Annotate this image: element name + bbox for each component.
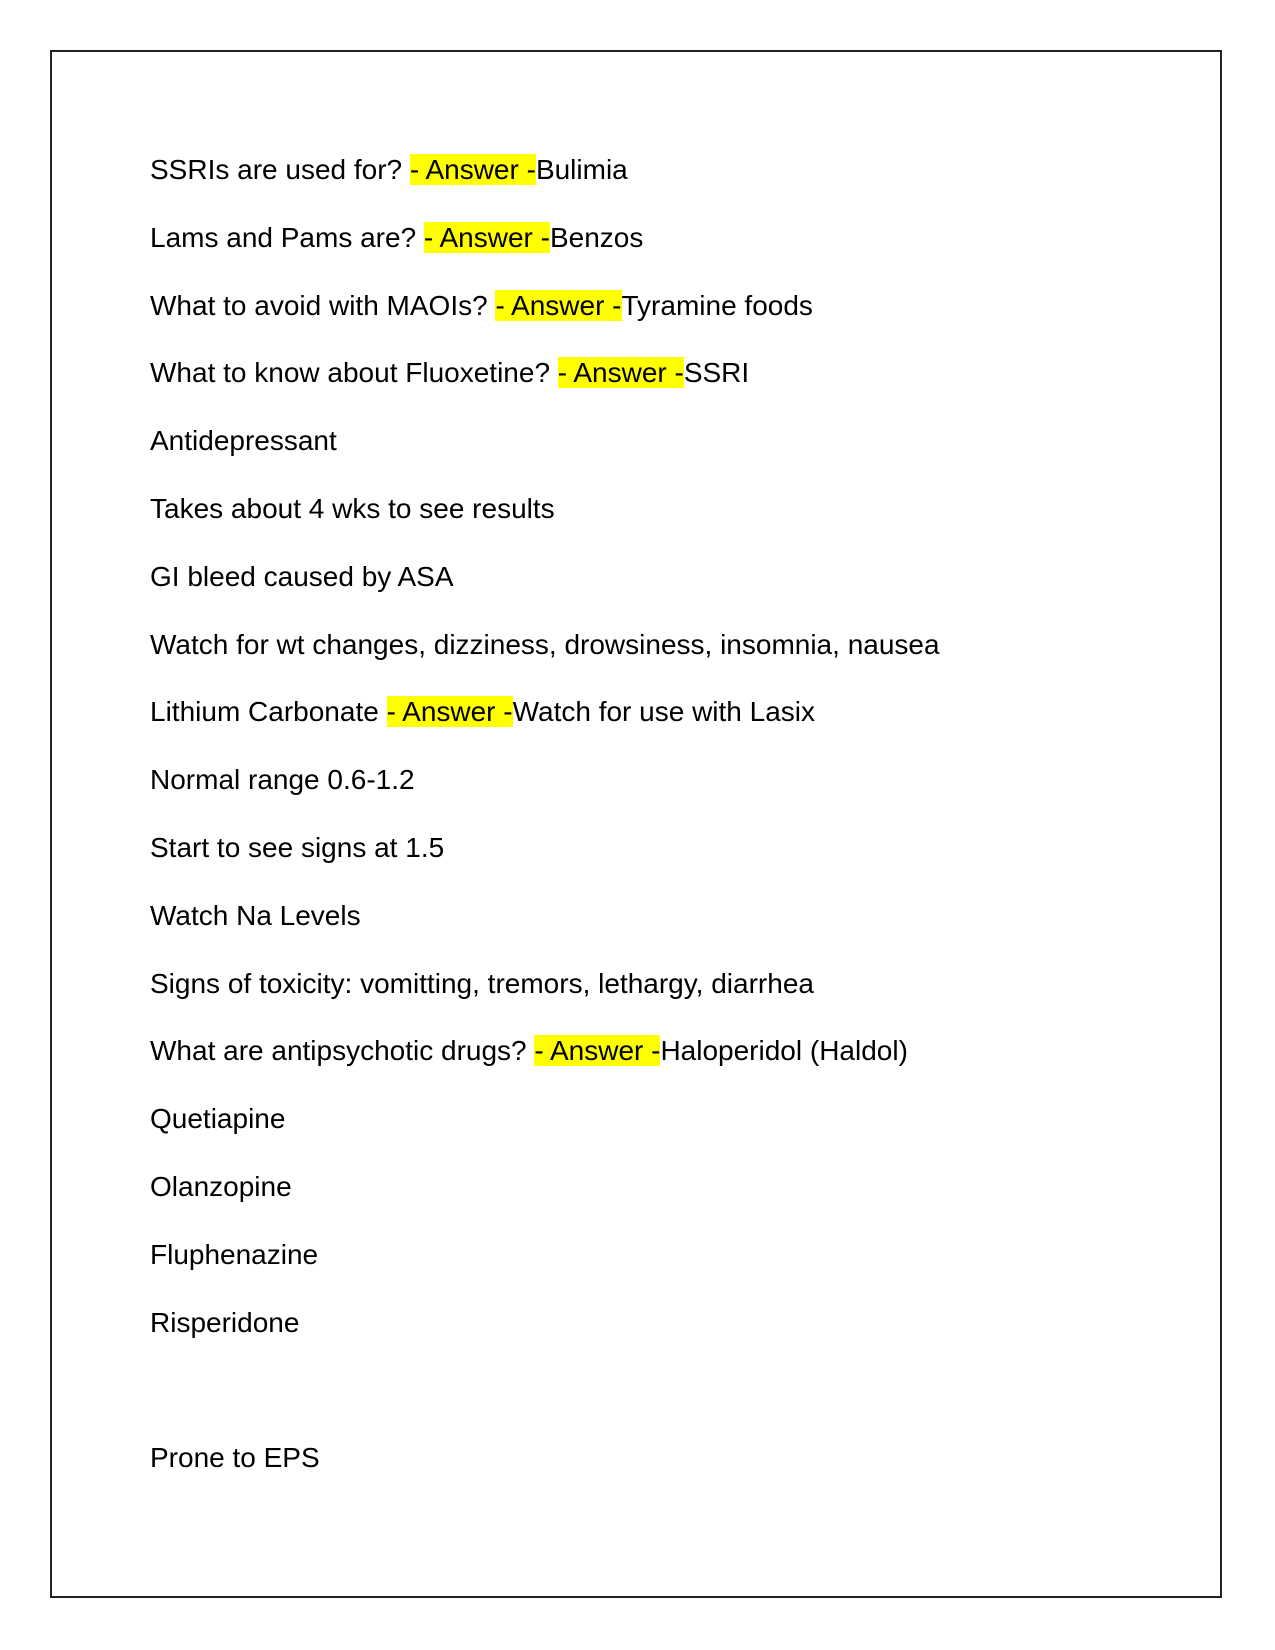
answer-marker-highlight: - Answer - [423,221,550,253]
question-text: What to avoid with MAOIs? [150,289,496,321]
text-line: Signs of toxicity: vomitting, tremors, lethargy, diarrhea [150,967,814,999]
answer-marker-highlight: - Answer - [495,289,622,321]
answer-marker-highlight: - Answer - [409,154,536,185]
answer-marker-highlight: - Answer - [557,357,684,389]
text-line: Antidepressant [150,425,337,457]
question-text: What to know about Fluoxetine? [150,357,558,389]
text-line: GI bleed caused by ASA [150,560,454,592]
qa-line-lams-pams [150,216,1150,284]
answer-marker-highlight: - Answer - [386,696,513,728]
document-body [150,148,1150,1504]
question-text: Lams and Pams are? [150,221,424,253]
text-line: Normal range 0.6-1.2 [150,764,415,796]
text-line: Prone to EPS [150,1442,320,1474]
blank-line [150,1368,1150,1436]
question-text: SSRIs are used for? [150,154,410,185]
qa-line-maois [150,284,1150,352]
text-line: Watch Na Levels [150,899,361,931]
qa-line-ssris [150,148,1150,216]
answer-marker-highlight: - Answer - [534,1035,661,1067]
text-line: Risperidone [150,1306,300,1338]
question-text: What are antipsychotic drugs? [150,1035,535,1067]
text-line: Fluphenazine [150,1238,319,1270]
text-line: Start to see signs at 1.5 [150,831,445,863]
qa-line-antipsychotics [150,1029,1150,1097]
text-line: Quetiapine [150,1103,286,1135]
qa-line-lithium [150,690,1150,758]
answer-text: SSRI [683,357,750,389]
text-line: Watch for wt changes, dizziness, drowsiness, insomnia, nausea [150,628,940,660]
answer-text: Bulimia [535,154,628,185]
answer-text: Watch for use with Lasix [512,696,816,728]
question-text: Lithium Carbonate [150,696,387,728]
text-line: Olanzopine [150,1170,292,1202]
answer-text: Haloperidol (Haldol) [660,1035,908,1067]
qa-line-fluoxetine [150,351,1150,419]
answer-text: Benzos [549,221,644,253]
text-line: Takes about 4 wks to see results [150,492,555,524]
answer-text: Tyramine foods [621,289,813,321]
